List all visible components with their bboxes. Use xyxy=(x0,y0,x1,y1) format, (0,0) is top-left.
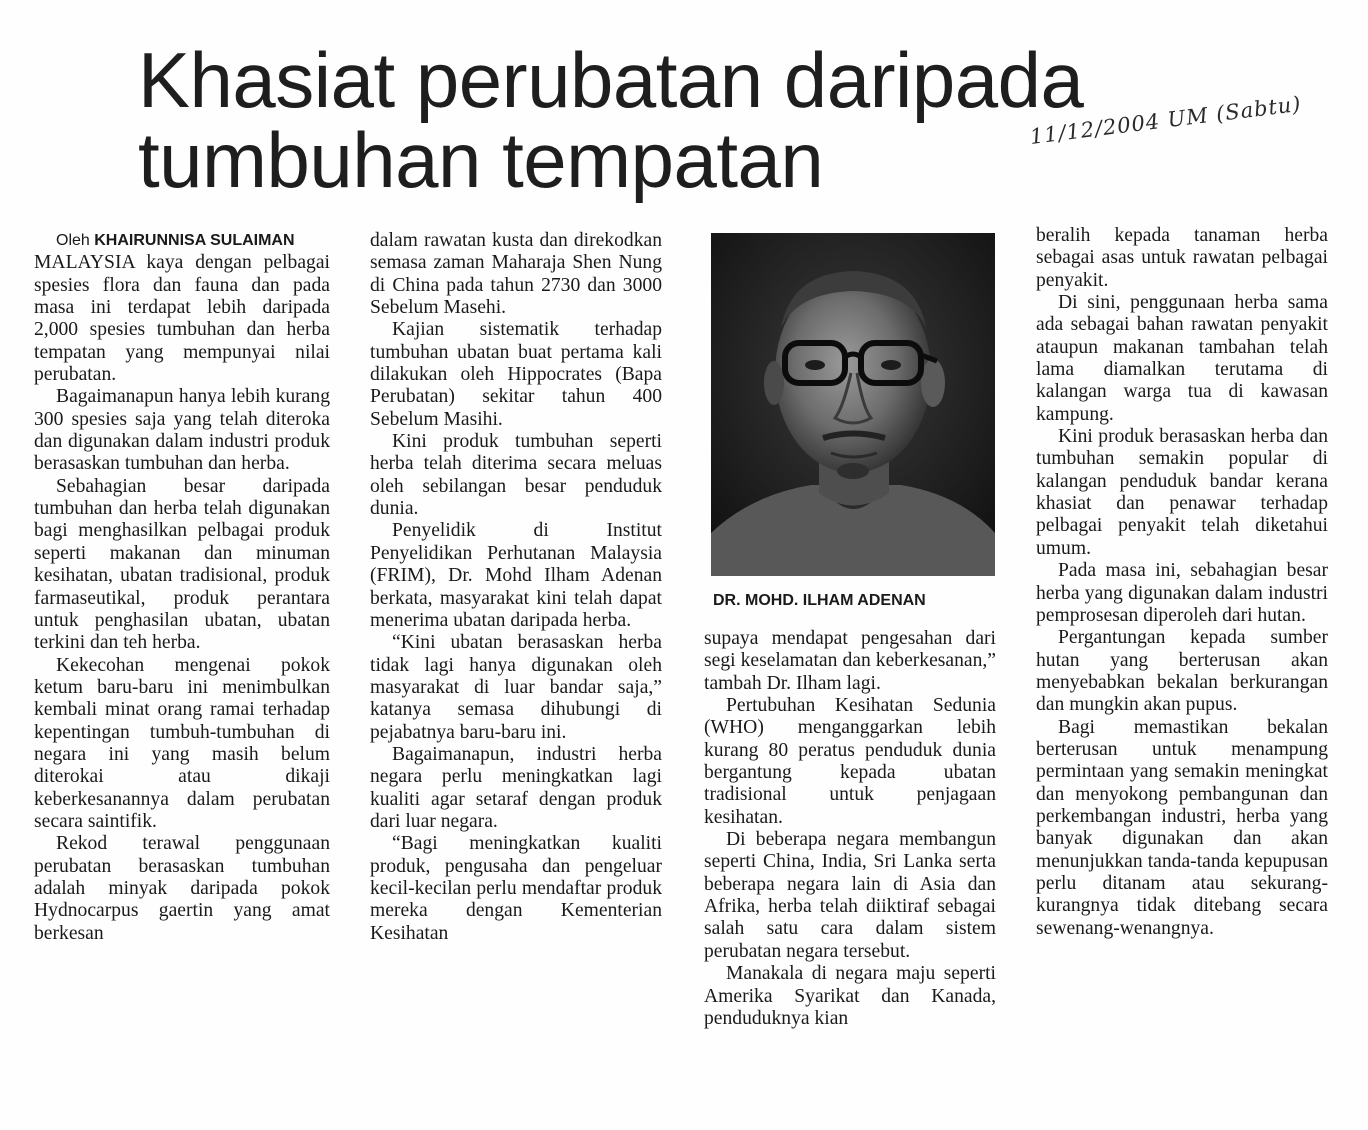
paragraph: Kajian sistematik terhadap tumbuhan ubatan buat pertama kali dilakukan oleh Hippocrates (Bapa Perubatan) sekitar tahun 400 Sebelum Masihi. xyxy=(370,319,662,430)
paragraph: Bagaimanapun hanya lebih kurang 300 spesies saja yang telah diteroka dan digunakan dalam industri produk berasaskan tumbuhan dan herba. xyxy=(34,386,330,475)
paragraph: Bagi memastikan bekalan berterusan untuk menampung permintaan yang semakin meningkat dan menyokong pembangunan dan perkembangan industri, herba yang banyak digunakan dan akan menunjukkan tanda-tanda kepupusan perlu ditanam atau sekurang-kurangnya tidak ditebang secara sewenang-wenangnya. xyxy=(1036,716,1328,939)
byline-author: KHAIRUNNISA SULAIMAN xyxy=(94,232,295,249)
paragraph: Sebahagian besar daripada tumbuhan dan herba telah digunakan bagi menghasilkan pelbagai produk seperti makanan dan minuman kesihatan, ubatan tradisional, produk farmaseutikal, produk perantara untuk penghasilan ubatan, ubatan terkini dan teh herba. xyxy=(34,475,330,654)
photo-caption: DR. MOHD. ILHAM ADENAN xyxy=(713,592,926,609)
article-column-3 xyxy=(704,628,996,1030)
paragraph: Pertubuhan Kesihatan Sedunia (WHO) menganggarkan lebih kurang 80 peratus penduduk dunia bergantung kepada ubatan tradisional untuk penjagaan kesihatan. xyxy=(704,695,996,828)
paragraph: supaya mendapat pengesahan dari segi keselamatan dan keberkesanan,” tambah Dr. Ilham lagi. xyxy=(704,628,996,694)
article-column-1 xyxy=(34,230,330,945)
paragraph: Kekecohan mengenai pokok ketum baru-baru ini menimbulkan kembali minat orang ramai terhadap kepentingan tumbuh-tumbuhan di negara ini yang masih belum diterokai atau dikaji keberkesanannya dalam perubatan secara saintifik. xyxy=(34,654,330,832)
paragraph: “Bagi meningkatkan kualiti produk, pengusaha dan pengeluar kecil-kecilan perlu mendaftar produk mereka dengan Kementerian Kesihatan xyxy=(370,833,662,944)
paragraph: Kini produk tumbuhan seperti herba telah diterima secara meluas oleh sebilangan besar penduduk dunia. xyxy=(370,431,662,520)
paragraph: Kini produk berasaskan herba dan tumbuhan semakin popular di kalangan penduduk bandar kerana khasiat dan penawar terhadap pelbagai penyakit telah diketahui umum. xyxy=(1036,426,1328,559)
paragraph: Di beberapa negara membangun seperti China, India, Sri Lanka serta beberapa negara lain di Asia dan Afrika, herba telah diiktiraf sebagai salah satu cara dalam sistem perubatan negara tersebut. xyxy=(704,829,996,962)
paragraph: Manakala di negara maju seperti Amerika Syarikat dan Kanada, penduduknya kian xyxy=(704,963,996,1029)
paragraph: Di sini, penggunaan herba sama ada sebagai bahan rawatan penyakit ataupun makanan tambahan telah lama diamalkan terutama di kalangan warga tua di kawasan kampung. xyxy=(1036,292,1328,425)
paragraph: “Kini ubatan berasaskan herba tidak lagi hanya digunakan oleh masyarakat di luar bandar saja,” katanya semasa dihubungi di pejabatnya baru-baru ini. xyxy=(370,632,662,743)
headline xyxy=(138,36,1218,204)
article-column-2 xyxy=(370,230,662,945)
paragraph: Rekod terawal penggunaan perubatan berasaskan tumbuhan adalah minyak daripada pokok Hydnocarpus gaertin yang amat berkesan xyxy=(34,833,330,944)
paragraph: Penyelidik di Institut Penyelidikan Perhutanan Malaysia (FRIM), Dr. Mohd Ilham Adenan berkata, masyarakat kini telah dapat menerima ubatan daripada herba. xyxy=(370,520,662,631)
paragraph: beralih kepada tanaman herba sebagai asas untuk rawatan pelbagai penyakit. xyxy=(1036,225,1328,291)
portrait-photo xyxy=(711,233,995,576)
byline xyxy=(34,230,330,252)
headline-line-1: Khasiat perubatan daripada xyxy=(138,36,1084,124)
paragraph: Bagaimanapun, industri herba negara perlu meningkatkan lagi kualiti agar setaraf dengan produk dari luar negara. xyxy=(370,743,662,832)
byline-prefix: Oleh xyxy=(56,232,90,249)
handwritten-date-note: 11/12/2004 UM (Sabtu) xyxy=(1028,91,1303,149)
paragraph: Pada masa ini, sebahagian besar herba yang digunakan dalam industri pemprosesan diperoleh dari hutan. xyxy=(1036,560,1328,626)
paragraph: Pergantungan kepada sumber hutan yang berterusan akan menyebabkan bekalan berkurangan dan mungkin akan pupus. xyxy=(1036,627,1328,716)
article-column-4 xyxy=(1036,225,1328,940)
portrait-image xyxy=(711,233,995,576)
headline-line-2: tumbuhan tempatan xyxy=(138,116,824,204)
paragraph: MALAYSIA kaya dengan pelbagai spesies flora dan fauna dan pada masa ini terdapat lebih daripada 2,000 spesies tumbuhan dan herba tempatan yang mempunyai nilai perubatan. xyxy=(34,252,330,386)
paragraph: dalam rawatan kusta dan direkodkan semasa zaman Maharaja Shen Nung di China pada tahun 2730 dan 3000 Sebelum Masehi. xyxy=(370,230,662,319)
